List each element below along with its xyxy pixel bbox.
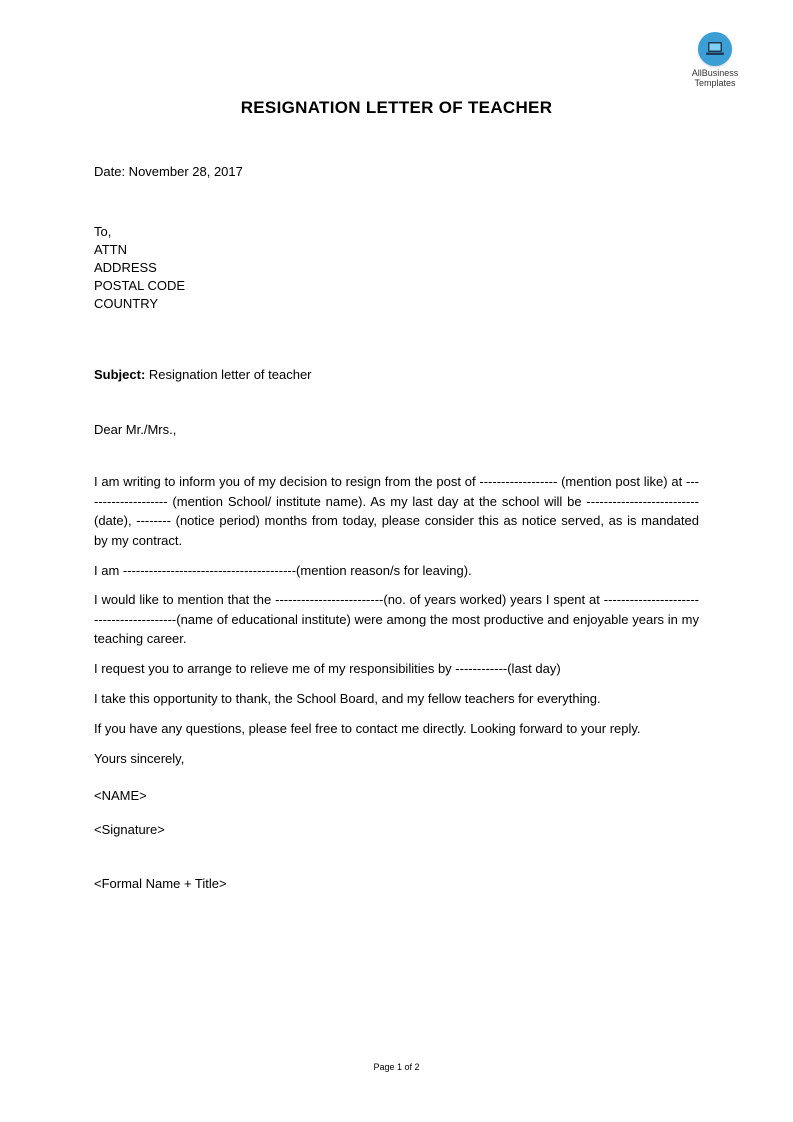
sender-name: <NAME>	[94, 788, 147, 803]
paragraph-questions: If you have any questions, please feel free to contact me directly. Looking forward to your reply.	[94, 721, 641, 736]
address-address: ADDRESS	[94, 260, 157, 275]
logo-text-line2: Templates	[694, 78, 736, 88]
subject-label: Subject:	[94, 367, 146, 382]
sender-formal-name: <Formal Name + Title>	[94, 876, 227, 891]
paragraph-reason: I am ----------------------------------------(mention reason/s for leaving).	[94, 563, 472, 578]
address-country: COUNTRY	[94, 296, 159, 311]
letter-title: RESIGNATION LETTER OF TEACHER	[240, 98, 553, 117]
closing: Yours sincerely,	[94, 751, 185, 766]
logo-text-line1: AllBusiness	[691, 68, 739, 78]
laptop-icon	[698, 32, 732, 66]
salutation: Dear Mr./Mrs.,	[94, 422, 177, 437]
paragraph-relieve: I request you to arrange to relieve me of my responsibilities by ------------(last day)	[94, 661, 561, 676]
sender-signature: <Signature>	[94, 822, 165, 837]
address-attn: ATTN	[94, 242, 127, 257]
address-postal-code: POSTAL CODE	[94, 278, 186, 293]
address-to: To,	[94, 224, 112, 239]
letter-date: Date: November 28, 2017	[94, 164, 243, 179]
subject-text: Resignation letter of teacher	[145, 367, 312, 382]
paragraph-years: I would like to mention that the -------------------------(no. of years worked) years I spent at -----------------------------------------(name of educational institute) were among the most productive and enjoyable years in my teaching career.	[94, 592, 699, 646]
allbusiness-logo	[682, 32, 748, 88]
page-number: Page 1 of 2	[373, 1062, 420, 1072]
subject-line	[94, 366, 312, 384]
paragraph-resign: I am writing to inform you of my decision to resign from the post of ------------------ (mention post like) at -------------------- (mention School/ institute name). As my last day at the school will be --------------------------(date), -------- (notice period) months from today, please consider this as notice served, as is mandated by my contract.	[94, 474, 699, 548]
paragraph-thanks: I take this opportunity to thank, the School Board, and my fellow teachers for everything.	[94, 691, 601, 706]
